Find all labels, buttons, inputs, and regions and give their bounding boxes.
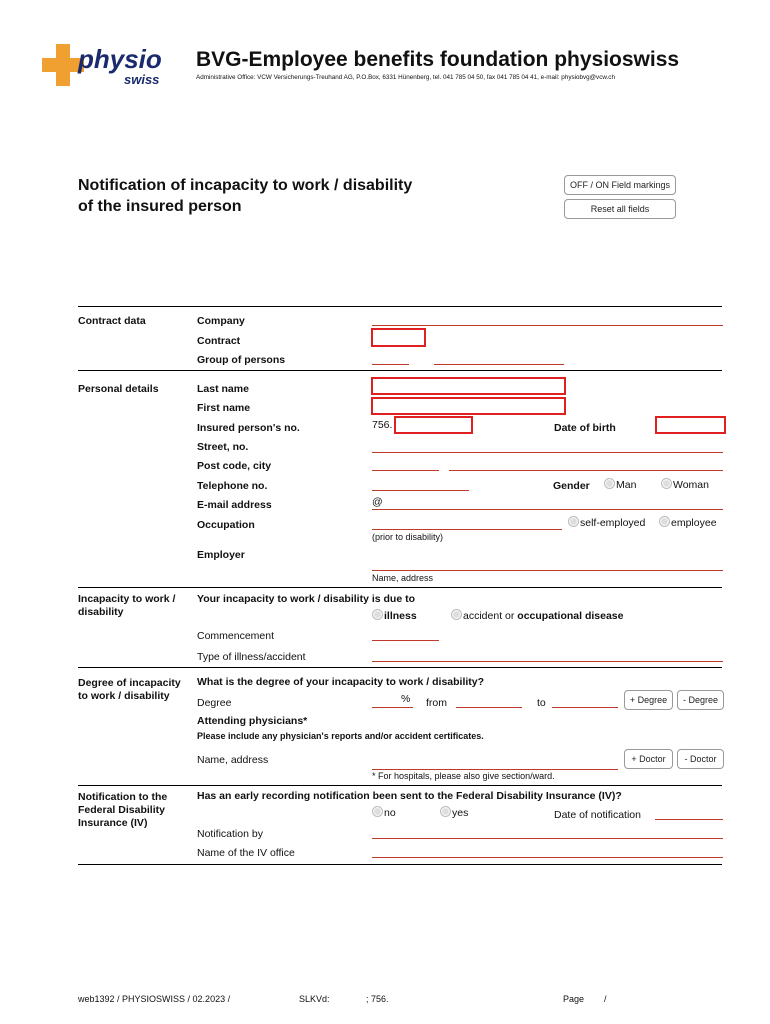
employer-hint: Name, address — [372, 573, 434, 583]
postcode-field[interactable] — [372, 470, 439, 471]
last-name-label: Last name — [197, 383, 249, 395]
iv-office-label: Name of the IV office — [197, 847, 295, 859]
email-label: E-mail address — [197, 499, 272, 511]
prior-note: (prior to disability) — [372, 532, 444, 542]
radio-icon[interactable] — [661, 478, 672, 489]
degree-field[interactable] — [372, 707, 413, 708]
group-field-2[interactable] — [434, 364, 564, 365]
incapacity-question: Your incapacity to work / disability is due to — [197, 593, 416, 605]
section-incapacity: Incapacity to work / disability — [78, 593, 176, 618]
iv-question: Has an early recording notification been sent to the Federal Disability Insurance (IV)? — [197, 790, 622, 802]
street-label: Street, no. — [197, 441, 249, 453]
section-degree: Degree of incapacity to work / disability — [78, 677, 181, 702]
to-label: to — [537, 697, 546, 709]
ahv-number: ; 756. — [366, 994, 389, 1004]
dob-field[interactable] — [655, 416, 726, 434]
accident-option[interactable]: accident or occupational disease — [451, 609, 624, 622]
radio-icon[interactable] — [568, 516, 579, 527]
iv-office-field[interactable] — [372, 857, 723, 858]
logo-subtext: swiss — [124, 72, 160, 87]
physicians-label: Attending physicians* — [197, 715, 308, 727]
from-label: from — [426, 697, 447, 709]
notification-by-field[interactable] — [372, 838, 723, 839]
divider — [78, 306, 722, 307]
insured-number-field[interactable] — [394, 416, 473, 434]
radio-icon[interactable] — [372, 806, 383, 817]
first-name-label: First name — [197, 402, 251, 414]
contract-label: Contract — [197, 335, 241, 347]
add-doctor-button[interactable]: + Doctor — [624, 749, 673, 769]
divider — [78, 785, 722, 786]
first-name-field[interactable] — [371, 397, 566, 415]
foundation-title: BVG-Employee benefits foundation physioswiss — [196, 48, 680, 71]
street-field[interactable] — [372, 452, 723, 453]
gender-man-option[interactable]: Man — [604, 478, 636, 491]
employer-label: Employer — [197, 549, 245, 561]
degree-label: Degree — [197, 697, 232, 709]
iv-date-field[interactable] — [655, 819, 723, 820]
email-at-sign: @ — [372, 496, 383, 508]
percent-sign: % — [401, 693, 411, 705]
radio-icon[interactable] — [451, 609, 462, 620]
gender-woman-option[interactable]: Woman — [661, 478, 709, 491]
form-code: web1392 / PHYSIOSWISS / 02.2023 / — [78, 994, 231, 1004]
commencement-label: Commencement — [197, 630, 275, 642]
notification-by-label: Notification by — [197, 828, 263, 840]
radio-icon[interactable] — [604, 478, 615, 489]
self-employed-option[interactable]: self-employed — [568, 516, 645, 529]
iv-no-option[interactable]: no — [372, 806, 396, 819]
employee-option[interactable]: employee — [659, 516, 717, 529]
slkvd-label: SLKVd: — [299, 994, 330, 1004]
commencement-field[interactable] — [372, 640, 439, 641]
section-iv: Notification to the Federal Disability Insurance (IV) — [78, 791, 168, 829]
divider — [78, 864, 722, 865]
insured-number-prefix: 756. — [372, 419, 393, 431]
toggle-field-markings-button[interactable]: OFF / ON Field markings — [564, 175, 676, 195]
iv-yes-option[interactable]: yes — [440, 806, 468, 819]
physician-field[interactable] — [372, 769, 618, 770]
company-label: Company — [197, 315, 245, 327]
radio-icon[interactable] — [440, 806, 451, 817]
divider — [78, 667, 722, 668]
page-label: Page — [563, 994, 585, 1004]
group-label: Group of persons — [197, 354, 286, 366]
company-field[interactable] — [372, 325, 723, 326]
degree-question: What is the degree of your incapacity to work / disability? — [197, 676, 485, 688]
section-personal-details: Personal details — [78, 383, 159, 395]
employer-field[interactable] — [372, 570, 723, 571]
reset-fields-button[interactable]: Reset all fields — [564, 199, 676, 219]
physicians-note: Please include any physician's reports and/or accident certificates. — [197, 731, 484, 741]
illness-option[interactable]: illness — [372, 609, 417, 622]
from-field[interactable] — [456, 707, 522, 708]
type-label: Type of illness/accident — [197, 651, 306, 663]
divider — [78, 587, 722, 588]
occupation-label: Occupation — [197, 519, 255, 531]
hospital-note: * For hospitals, please also give section/ward. — [372, 771, 555, 781]
insured-number-label: Insured person's no. — [197, 422, 300, 434]
office-address: Administrative Office: VCW Versicherungs-Treuhand AG, P.O.Box, 6331 Hünenberg, tel. 041 785 04 50, fax 041 785 04 41, e-mail: physiobvg@vcw.ch — [196, 74, 615, 81]
phone-field[interactable] — [372, 490, 469, 491]
remove-doctor-button[interactable]: - Doctor — [677, 749, 724, 769]
group-field-1[interactable] — [372, 364, 409, 365]
phone-label: Telephone no. — [197, 480, 268, 492]
email-field[interactable] — [372, 509, 723, 510]
radio-icon[interactable] — [372, 609, 383, 620]
dob-label: Date of birth — [554, 422, 616, 434]
section-contract-data: Contract data — [78, 315, 146, 327]
divider — [78, 370, 722, 371]
type-field[interactable] — [372, 661, 723, 662]
add-degree-button[interactable]: + Degree — [624, 690, 673, 710]
occupation-field[interactable] — [372, 529, 562, 530]
contract-field[interactable] — [371, 328, 426, 347]
to-field[interactable] — [552, 707, 618, 708]
logo-text: physio — [78, 44, 162, 74]
city-field[interactable] — [449, 470, 723, 471]
physician-name-label: Name, address — [197, 754, 269, 766]
remove-degree-button[interactable]: - Degree — [677, 690, 724, 710]
iv-date-label: Date of notification — [554, 809, 641, 821]
page-separator: / — [604, 994, 607, 1004]
radio-icon[interactable] — [659, 516, 670, 527]
postcode-label: Post code, city — [197, 460, 272, 472]
form-title: Notification of incapacity to work / disability of the insured person — [78, 177, 413, 215]
gender-label: Gender — [553, 480, 590, 492]
last-name-field[interactable] — [371, 377, 566, 395]
